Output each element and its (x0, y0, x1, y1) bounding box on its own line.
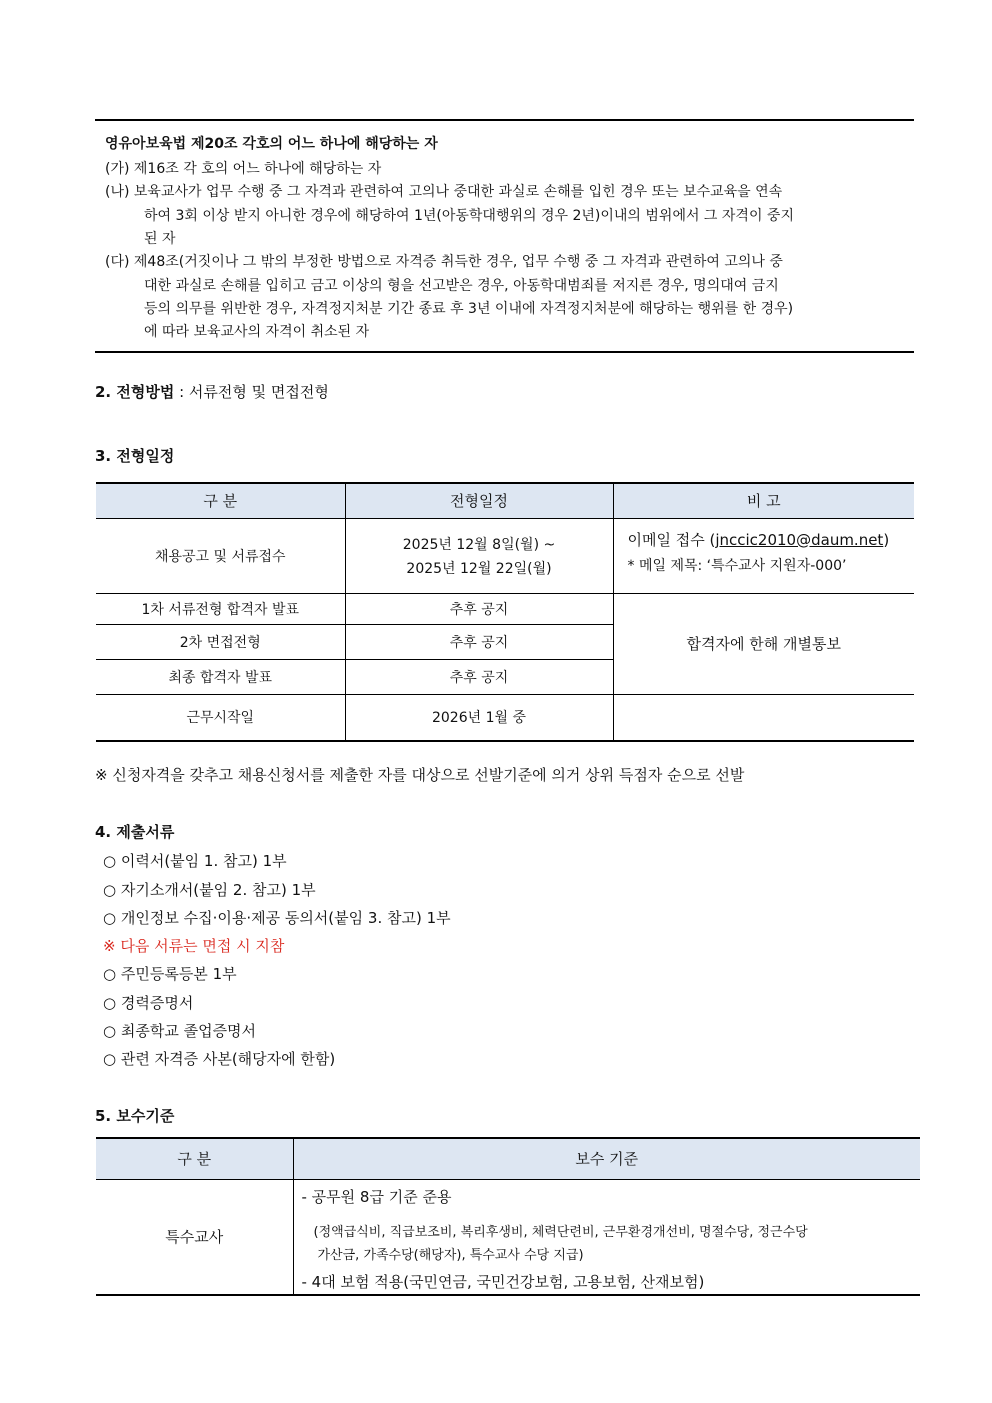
section-2-heading (95, 381, 329, 402)
selection-footnote: ※ 신청자격을 갖추고 채용신청서를 제출한 자를 대상으로 선발기준에 의거 상위 득점자 순으로 선발 (95, 766, 745, 784)
table-header-row (96, 483, 914, 518)
row-label: 최종 합격자 발표 (96, 659, 345, 694)
section-5-title: 5. 보수기준 (95, 1107, 175, 1125)
header-category: 구 분 (96, 483, 345, 518)
table-row (96, 518, 914, 593)
eligibility-line: 등의 의무를 위반한 경우, 자격정지처분 기간 종료 후 3년 이내에 자격정지처분에 해당하는 행위를 한 경우) (144, 301, 794, 317)
insurance-line: - 4대 보험 적용(국민연금, 국민건강보험, 고용보험, 산재보험) (301, 1272, 705, 1291)
row-note (613, 518, 914, 593)
row-label: 특수교사 (96, 1179, 293, 1295)
document-item: ○ 주민등록등본 1부 (103, 965, 237, 983)
header-category: 구 분 (96, 1138, 293, 1179)
row-date: 2026년 1월 중 (345, 694, 613, 741)
row-date: 추후 공지 (345, 624, 613, 659)
eligibility-line: (다) 제48조(거짓이나 그 밖의 부정한 방법으로 자격증 취득한 경우, 업무 수행 중 그 자격과 관련하여 고의나 중 (105, 254, 783, 270)
email-note (628, 529, 915, 550)
eligibility-box (95, 119, 914, 353)
date-line: 2025년 12월 22일(월) (406, 560, 552, 577)
interview-notice: ※ 다음 서류는 면접 시 지참 (103, 937, 285, 955)
section-2-value: 서류전형 및 면접전형 (188, 383, 329, 401)
table-row (96, 593, 914, 624)
eligibility-line: (나) 보육교사가 업무 수행 중 그 자격과 관련하여 고의나 중대한 과실로 손해를 입힌 경우 또는 보수교육을 연속 (105, 184, 783, 200)
email-suffix: ) (883, 530, 890, 549)
mail-subject-note: * 메일 제목: ‘특수교사 지원자-000’ (627, 557, 847, 574)
schedule-table (96, 482, 914, 742)
eligibility-line: 에 따라 보육교사의 자격이 취소된 자 (144, 324, 370, 340)
section-2-separator: : (174, 383, 189, 401)
email-prefix: 이메일 접수 ( (627, 530, 716, 549)
document-item: ○ 최종학교 졸업증명서 (103, 1022, 257, 1040)
salary-details (293, 1179, 920, 1295)
document-item: ○ 관련 자격증 사본(해당자에 한함) (103, 1050, 336, 1068)
email-link[interactable]: jnccic2010@daum.net (715, 530, 884, 549)
row-label: 채용공고 및 서류접수 (96, 518, 345, 593)
section-4-title: 4. 제출서류 (95, 823, 175, 841)
row-date (345, 518, 613, 593)
salary-table (96, 1137, 920, 1296)
merged-note: 합격자에 한해 개별통보 (613, 593, 914, 694)
eligibility-line: 된 자 (144, 231, 176, 247)
table-header-row (96, 1138, 920, 1179)
row-note (613, 694, 914, 741)
salary-line: - 공무원 8급 기준 준용 (301, 1187, 452, 1206)
eligibility-line: (가) 제16조 각 호의 어느 하나에 해당하는 자 (105, 161, 382, 177)
document-item: ○ 경력증명서 (103, 994, 194, 1012)
header-salary-standard: 보수 기준 (293, 1138, 920, 1179)
header-note: 비 고 (613, 483, 914, 518)
eligibility-title: 영유아보육법 제20조 각호의 어느 하나에 해당하는 자 (105, 136, 438, 152)
row-label: 2차 면접전형 (96, 624, 345, 659)
header-schedule: 전형일정 (345, 483, 613, 518)
row-date: 추후 공지 (345, 593, 613, 624)
row-date: 추후 공지 (345, 659, 613, 694)
document-item: ○ 이력서(붙임 1. 참고) 1부 (103, 852, 287, 870)
row-label: 근무시작일 (96, 694, 345, 741)
section-3-title: 3. 전형일정 (95, 447, 175, 465)
row-label: 1차 서류전형 합격자 발표 (96, 593, 345, 624)
allowance-line: 가산금, 가족수당(해당자), 특수교사 수당 지급) (317, 1247, 584, 1263)
allowance-line: (정액급식비, 직급보조비, 복리후생비, 체력단련비, 근무환경개선비, 명절수당, 정근수당 (313, 1224, 808, 1240)
document-item: ○ 자기소개서(붙임 2. 참고) 1부 (103, 881, 316, 899)
eligibility-line: 하여 3회 이상 받지 아니한 경우에 해당하여 1년(아동학대행위의 경우 2년)이내의 범위에서 그 자격이 중지 (144, 208, 794, 224)
table-row (96, 1179, 920, 1295)
date-line: 2025년 12월 8일(월) ~ (402, 536, 556, 553)
document-item: ○ 개인정보 수집‧이용‧제공 동의서(붙임 3. 참고) 1부 (103, 909, 451, 927)
table-row (96, 694, 914, 741)
eligibility-line: 대한 과실로 손해를 입히고 금고 이상의 형을 선고받은 경우, 아동학대범죄를 저지른 경우, 명의대여 금지 (144, 278, 779, 294)
section-2-title: 2. 전형방법 (95, 383, 175, 401)
